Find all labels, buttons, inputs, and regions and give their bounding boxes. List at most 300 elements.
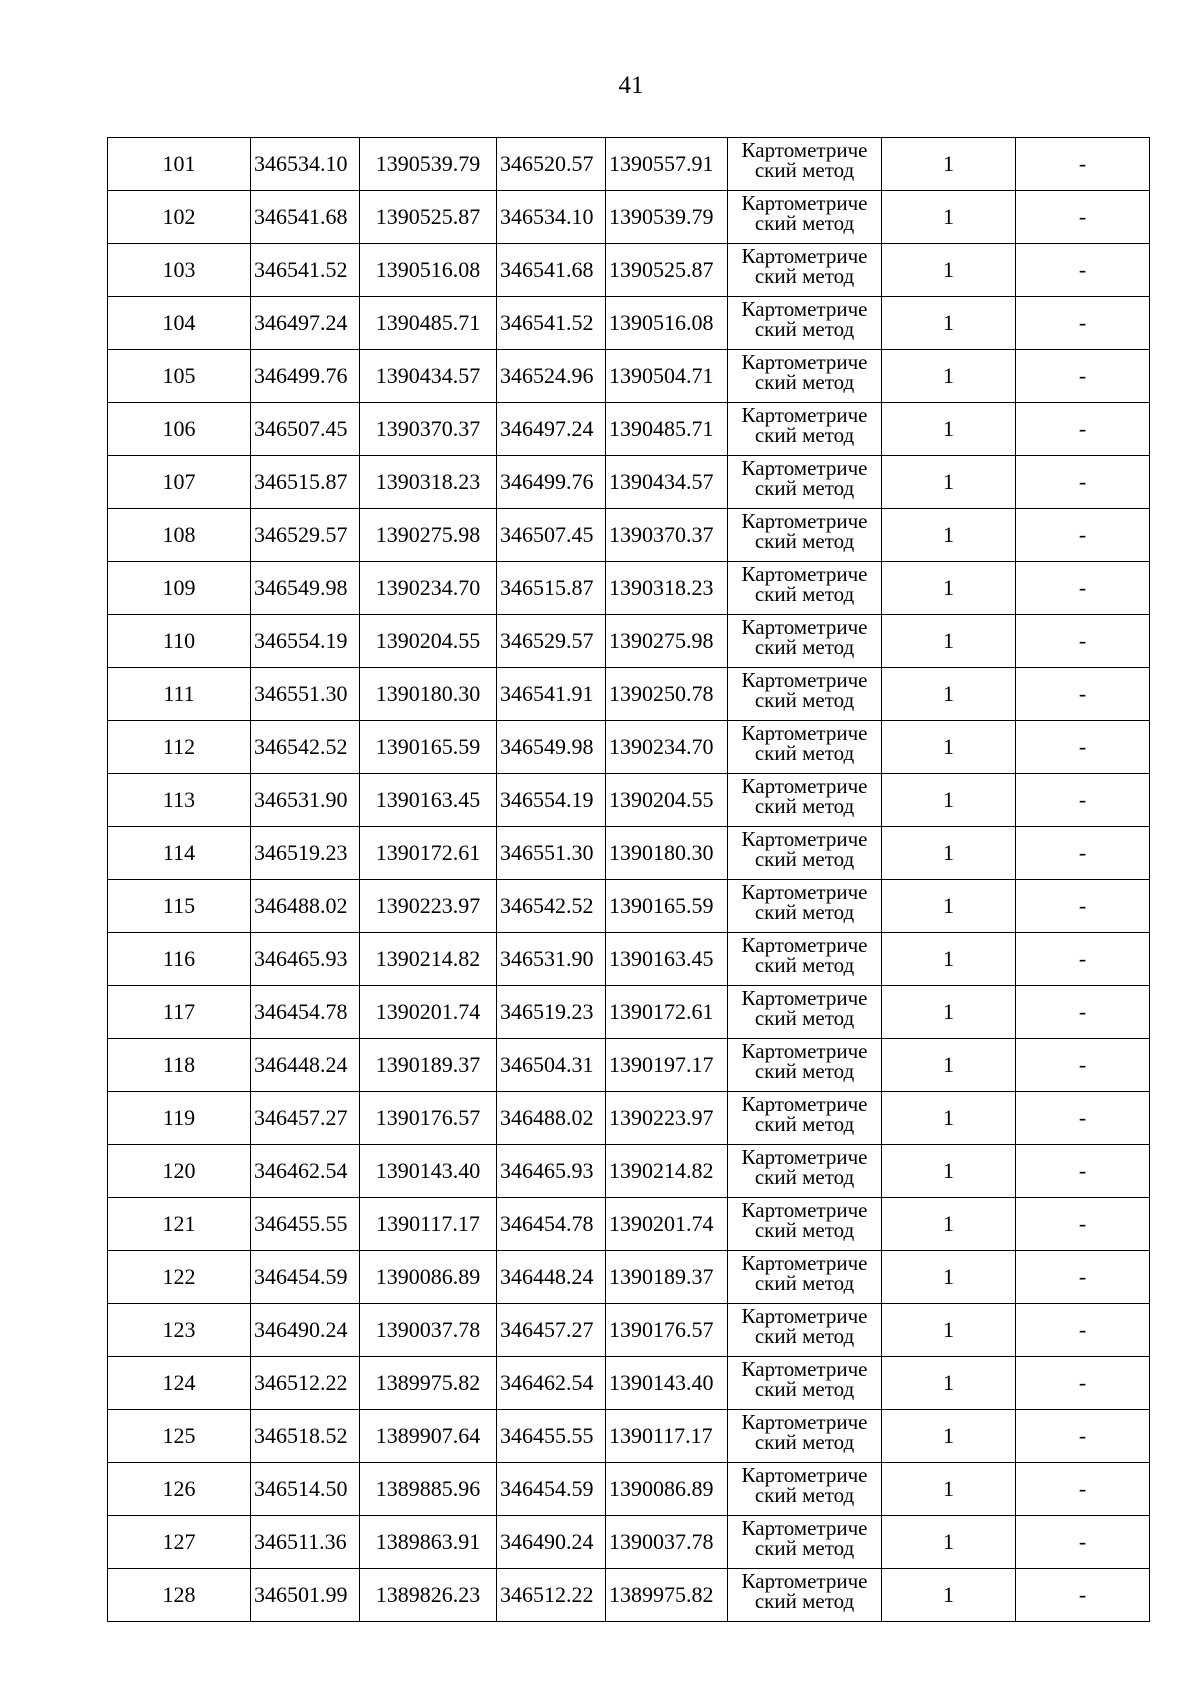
x-start-cell: 346488.02: [251, 880, 360, 933]
x-start-cell: 346507.45: [251, 403, 360, 456]
method-label-line1: Картометриче: [741, 615, 868, 639]
method-label-line1: Картометриче: [741, 933, 868, 957]
method-label-line1: Картометриче: [741, 986, 868, 1010]
x-start-cell: 346518.52: [251, 1410, 360, 1463]
method-label-line1: Картометриче: [741, 244, 868, 268]
table-row: [108, 1357, 1150, 1410]
y-end-cell: 1390223.97: [606, 1092, 728, 1145]
point-number-cell: 103: [108, 244, 251, 297]
note-cell: -: [1016, 509, 1150, 562]
x-end-cell: 346542.52: [497, 880, 606, 933]
x-start-cell: 346541.52: [251, 244, 360, 297]
table-row: [108, 1198, 1150, 1251]
x-end-cell: 346499.76: [497, 456, 606, 509]
x-end-cell: 346534.10: [497, 191, 606, 244]
method-cell: [728, 1198, 882, 1251]
point-number-cell: 107: [108, 456, 251, 509]
y-start-cell: 1389826.23: [360, 1569, 497, 1622]
point-number-cell: 127: [108, 1516, 251, 1569]
x-end-cell: 346549.98: [497, 721, 606, 774]
method-label-line2: ский метод: [754, 582, 855, 606]
accuracy-cell: 1: [882, 1092, 1016, 1145]
note-cell: -: [1016, 668, 1150, 721]
y-start-cell: 1390117.17: [360, 1198, 497, 1251]
table-row: [108, 244, 1150, 297]
table-row: [108, 721, 1150, 774]
point-number-cell: 123: [108, 1304, 251, 1357]
method-label-line2: ский метод: [754, 476, 855, 500]
accuracy-cell: 1: [882, 509, 1016, 562]
note-cell: -: [1016, 297, 1150, 350]
y-start-cell: 1390189.37: [360, 1039, 497, 1092]
x-end-cell: 346455.55: [497, 1410, 606, 1463]
method-label-line2: ский метод: [754, 529, 855, 553]
note-cell: -: [1016, 1145, 1150, 1198]
coordinates-table: [107, 137, 1150, 1622]
method-label-line2: ский метод: [754, 423, 855, 447]
y-end-cell: 1390434.57: [606, 456, 728, 509]
y-end-cell: 1390214.82: [606, 1145, 728, 1198]
method-cell: [728, 1251, 882, 1304]
method-cell: [728, 562, 882, 615]
table-row: [108, 774, 1150, 827]
y-start-cell: 1389885.96: [360, 1463, 497, 1516]
y-start-cell: 1390516.08: [360, 244, 497, 297]
y-start-cell: 1390539.79: [360, 138, 497, 191]
note-cell: -: [1016, 615, 1150, 668]
method-label-line2: ский метод: [754, 264, 855, 288]
x-start-cell: 346534.10: [251, 138, 360, 191]
x-start-cell: 346465.93: [251, 933, 360, 986]
x-end-cell: 346520.57: [497, 138, 606, 191]
x-end-cell: 346504.31: [497, 1039, 606, 1092]
method-label-line1: Картометриче: [741, 297, 868, 321]
point-number-cell: 106: [108, 403, 251, 456]
table-body: [108, 138, 1150, 1622]
method-label-line2: ский метод: [754, 317, 855, 341]
point-number-cell: 111: [108, 668, 251, 721]
x-end-cell: 346531.90: [497, 933, 606, 986]
note-cell: -: [1016, 1410, 1150, 1463]
x-start-cell: 346501.99: [251, 1569, 360, 1622]
x-start-cell: 346457.27: [251, 1092, 360, 1145]
method-label-line1: Картометриче: [741, 880, 868, 904]
method-label-line2: ский метод: [754, 1059, 855, 1083]
method-label-line1: Картометриче: [741, 1198, 868, 1222]
table-row: [108, 1569, 1150, 1622]
x-end-cell: 346554.19: [497, 774, 606, 827]
x-start-cell: 346542.52: [251, 721, 360, 774]
note-cell: -: [1016, 1092, 1150, 1145]
note-cell: -: [1016, 1516, 1150, 1569]
y-start-cell: 1390275.98: [360, 509, 497, 562]
accuracy-cell: 1: [882, 456, 1016, 509]
method-label-line1: Картометриче: [741, 138, 868, 162]
method-label-line1: Картометриче: [741, 456, 868, 480]
note-cell: -: [1016, 1198, 1150, 1251]
method-cell: [728, 1039, 882, 1092]
accuracy-cell: 1: [882, 986, 1016, 1039]
table-row: [108, 1092, 1150, 1145]
accuracy-cell: 1: [882, 774, 1016, 827]
table-row: [108, 297, 1150, 350]
point-number-cell: 113: [108, 774, 251, 827]
y-start-cell: 1389907.64: [360, 1410, 497, 1463]
method-label-line1: Картометриче: [741, 1410, 868, 1434]
point-number-cell: 114: [108, 827, 251, 880]
note-cell: -: [1016, 1251, 1150, 1304]
point-number-cell: 102: [108, 191, 251, 244]
accuracy-cell: 1: [882, 615, 1016, 668]
method-cell: [728, 827, 882, 880]
table-row: [108, 1145, 1150, 1198]
y-end-cell: 1390201.74: [606, 1198, 728, 1251]
method-cell: [728, 1092, 882, 1145]
x-end-cell: 346524.96: [497, 350, 606, 403]
y-start-cell: 1390204.55: [360, 615, 497, 668]
method-label-line2: ский метод: [754, 211, 855, 235]
accuracy-cell: 1: [882, 350, 1016, 403]
note-cell: -: [1016, 456, 1150, 509]
method-cell: [728, 191, 882, 244]
y-end-cell: 1390539.79: [606, 191, 728, 244]
y-end-cell: 1390143.40: [606, 1357, 728, 1410]
note-cell: -: [1016, 244, 1150, 297]
y-end-cell: 1390234.70: [606, 721, 728, 774]
point-number-cell: 124: [108, 1357, 251, 1410]
x-end-cell: 346465.93: [497, 1145, 606, 1198]
accuracy-cell: 1: [882, 880, 1016, 933]
method-cell: [728, 350, 882, 403]
method-label-line1: Картометриче: [741, 1251, 868, 1275]
method-label-line2: ский метод: [754, 1430, 855, 1454]
method-label-line1: Картометриче: [741, 827, 868, 851]
x-end-cell: 346457.27: [497, 1304, 606, 1357]
y-start-cell: 1390180.30: [360, 668, 497, 721]
table-row: [108, 1039, 1150, 1092]
table-row: [108, 615, 1150, 668]
x-start-cell: 346499.76: [251, 350, 360, 403]
x-end-cell: 346541.52: [497, 297, 606, 350]
x-start-cell: 346514.50: [251, 1463, 360, 1516]
method-cell: [728, 668, 882, 721]
accuracy-cell: 1: [882, 1410, 1016, 1463]
accuracy-cell: 1: [882, 1569, 1016, 1622]
note-cell: -: [1016, 774, 1150, 827]
point-number-cell: 122: [108, 1251, 251, 1304]
y-end-cell: 1390318.23: [606, 562, 728, 615]
x-start-cell: 346519.23: [251, 827, 360, 880]
x-end-cell: 346490.24: [497, 1516, 606, 1569]
method-label-line2: ский метод: [754, 370, 855, 394]
method-label-line1: Картометриче: [741, 1039, 868, 1063]
accuracy-cell: 1: [882, 244, 1016, 297]
point-number-cell: 121: [108, 1198, 251, 1251]
y-end-cell: 1390197.17: [606, 1039, 728, 1092]
x-start-cell: 346497.24: [251, 297, 360, 350]
x-end-cell: 346488.02: [497, 1092, 606, 1145]
table-row: [108, 191, 1150, 244]
y-start-cell: 1390163.45: [360, 774, 497, 827]
point-number-cell: 119: [108, 1092, 251, 1145]
note-cell: -: [1016, 1039, 1150, 1092]
table-row: [108, 986, 1150, 1039]
point-number-cell: 101: [108, 138, 251, 191]
note-cell: -: [1016, 191, 1150, 244]
x-end-cell: 346454.78: [497, 1198, 606, 1251]
method-cell: [728, 403, 882, 456]
method-cell: [728, 509, 882, 562]
point-number-cell: 109: [108, 562, 251, 615]
method-cell: [728, 986, 882, 1039]
table-row: [108, 668, 1150, 721]
note-cell: -: [1016, 138, 1150, 191]
x-end-cell: 346529.57: [497, 615, 606, 668]
table-row: [108, 1516, 1150, 1569]
x-start-cell: 346462.54: [251, 1145, 360, 1198]
table-row: [108, 350, 1150, 403]
y-end-cell: 1390037.78: [606, 1516, 728, 1569]
table-row: [108, 827, 1150, 880]
accuracy-cell: 1: [882, 1304, 1016, 1357]
method-label-line1: Картометриче: [741, 1516, 868, 1540]
table-row: [108, 1304, 1150, 1357]
accuracy-cell: 1: [882, 1145, 1016, 1198]
method-cell: [728, 1569, 882, 1622]
method-label-line2: ский метод: [754, 1536, 855, 1560]
accuracy-cell: 1: [882, 933, 1016, 986]
y-end-cell: 1390204.55: [606, 774, 728, 827]
accuracy-cell: 1: [882, 1463, 1016, 1516]
method-cell: [728, 774, 882, 827]
method-label-line2: ский метод: [754, 688, 855, 712]
accuracy-cell: 1: [882, 1516, 1016, 1569]
method-label-line1: Картометриче: [741, 191, 868, 215]
method-label-line2: ский метод: [754, 158, 855, 182]
method-label-line1: Картометриче: [741, 1569, 868, 1593]
y-start-cell: 1390214.82: [360, 933, 497, 986]
accuracy-cell: 1: [882, 138, 1016, 191]
x-start-cell: 346554.19: [251, 615, 360, 668]
page-number: 41: [618, 72, 644, 99]
method-label-line2: ский метод: [754, 1006, 855, 1030]
method-cell: [728, 1304, 882, 1357]
point-number-cell: 112: [108, 721, 251, 774]
y-end-cell: 1390176.57: [606, 1304, 728, 1357]
method-cell: [728, 297, 882, 350]
x-end-cell: 346462.54: [497, 1357, 606, 1410]
y-start-cell: 1390037.78: [360, 1304, 497, 1357]
x-end-cell: 346515.87: [497, 562, 606, 615]
y-start-cell: 1390223.97: [360, 880, 497, 933]
table-row: [108, 403, 1150, 456]
method-label-line1: Картометриче: [741, 350, 868, 374]
method-label-line2: ский метод: [754, 635, 855, 659]
x-start-cell: 346511.36: [251, 1516, 360, 1569]
point-number-cell: 115: [108, 880, 251, 933]
x-start-cell: 346455.55: [251, 1198, 360, 1251]
x-start-cell: 346541.68: [251, 191, 360, 244]
table-row: [108, 138, 1150, 191]
accuracy-cell: 1: [882, 827, 1016, 880]
x-start-cell: 346529.57: [251, 509, 360, 562]
accuracy-cell: 1: [882, 1357, 1016, 1410]
point-number-cell: 110: [108, 615, 251, 668]
x-end-cell: 346454.59: [497, 1463, 606, 1516]
accuracy-cell: 1: [882, 403, 1016, 456]
y-end-cell: 1390117.17: [606, 1410, 728, 1463]
method-label-line1: Картометриче: [741, 1357, 868, 1381]
method-label-line2: ский метод: [754, 1271, 855, 1295]
point-number-cell: 116: [108, 933, 251, 986]
table-row: [108, 456, 1150, 509]
y-start-cell: 1390525.87: [360, 191, 497, 244]
point-number-cell: 108: [108, 509, 251, 562]
x-end-cell: 346551.30: [497, 827, 606, 880]
y-end-cell: 1390370.37: [606, 509, 728, 562]
y-end-cell: 1390163.45: [606, 933, 728, 986]
method-label-line2: ский метод: [754, 847, 855, 871]
y-end-cell: 1390525.87: [606, 244, 728, 297]
accuracy-cell: 1: [882, 562, 1016, 615]
point-number-cell: 104: [108, 297, 251, 350]
table-row: [108, 933, 1150, 986]
y-end-cell: 1390189.37: [606, 1251, 728, 1304]
point-number-cell: 126: [108, 1463, 251, 1516]
method-cell: [728, 1145, 882, 1198]
y-start-cell: 1390234.70: [360, 562, 497, 615]
y-end-cell: 1390250.78: [606, 668, 728, 721]
method-cell: [728, 615, 882, 668]
accuracy-cell: 1: [882, 1039, 1016, 1092]
point-number-cell: 117: [108, 986, 251, 1039]
x-end-cell: 346541.91: [497, 668, 606, 721]
y-end-cell: 1390504.71: [606, 350, 728, 403]
x-start-cell: 346454.59: [251, 1251, 360, 1304]
y-start-cell: 1390176.57: [360, 1092, 497, 1145]
method-cell: [728, 244, 882, 297]
note-cell: -: [1016, 1569, 1150, 1622]
method-cell: [728, 880, 882, 933]
method-cell: [728, 1357, 882, 1410]
x-start-cell: 346549.98: [251, 562, 360, 615]
method-label-line1: Картометриче: [741, 403, 868, 427]
y-end-cell: 1390516.08: [606, 297, 728, 350]
x-end-cell: 346541.68: [497, 244, 606, 297]
method-label-line1: Картометриче: [741, 1092, 868, 1116]
y-start-cell: 1390172.61: [360, 827, 497, 880]
y-start-cell: 1390086.89: [360, 1251, 497, 1304]
y-start-cell: 1390318.23: [360, 456, 497, 509]
point-number-cell: 125: [108, 1410, 251, 1463]
x-start-cell: 346531.90: [251, 774, 360, 827]
method-cell: [728, 933, 882, 986]
table-row: [108, 880, 1150, 933]
method-label-line2: ский метод: [754, 1165, 855, 1189]
note-cell: -: [1016, 880, 1150, 933]
y-end-cell: 1389975.82: [606, 1569, 728, 1622]
method-label-line1: Картометриче: [741, 1304, 868, 1328]
note-cell: -: [1016, 933, 1150, 986]
note-cell: -: [1016, 986, 1150, 1039]
table-row: [108, 1410, 1150, 1463]
note-cell: -: [1016, 1357, 1150, 1410]
x-start-cell: 346490.24: [251, 1304, 360, 1357]
table-row: [108, 509, 1150, 562]
note-cell: -: [1016, 721, 1150, 774]
method-label-line2: ский метод: [754, 1218, 855, 1242]
x-end-cell: 346512.22: [497, 1569, 606, 1622]
note-cell: -: [1016, 562, 1150, 615]
y-end-cell: 1390275.98: [606, 615, 728, 668]
method-label-line2: ский метод: [754, 1377, 855, 1401]
y-start-cell: 1390165.59: [360, 721, 497, 774]
method-label-line1: Картометриче: [741, 774, 868, 798]
method-label-line2: ский метод: [754, 900, 855, 924]
x-start-cell: 346454.78: [251, 986, 360, 1039]
x-start-cell: 346448.24: [251, 1039, 360, 1092]
accuracy-cell: 1: [882, 191, 1016, 244]
method-label-line2: ский метод: [754, 1589, 855, 1613]
note-cell: -: [1016, 1304, 1150, 1357]
accuracy-cell: 1: [882, 668, 1016, 721]
table-row: [108, 1463, 1150, 1516]
note-cell: -: [1016, 403, 1150, 456]
y-start-cell: 1389975.82: [360, 1357, 497, 1410]
y-end-cell: 1390180.30: [606, 827, 728, 880]
x-end-cell: 346448.24: [497, 1251, 606, 1304]
accuracy-cell: 1: [882, 297, 1016, 350]
method-label-line1: Картометриче: [741, 1463, 868, 1487]
point-number-cell: 105: [108, 350, 251, 403]
method-cell: [728, 721, 882, 774]
y-start-cell: 1390201.74: [360, 986, 497, 1039]
y-start-cell: 1390370.37: [360, 403, 497, 456]
x-end-cell: 346507.45: [497, 509, 606, 562]
y-start-cell: 1390485.71: [360, 297, 497, 350]
point-number-cell: 128: [108, 1569, 251, 1622]
method-label-line2: ский метод: [754, 1112, 855, 1136]
method-label-line1: Картометриче: [741, 721, 868, 745]
method-cell: [728, 138, 882, 191]
method-label-line1: Картометриче: [741, 1145, 868, 1169]
y-end-cell: 1390086.89: [606, 1463, 728, 1516]
note-cell: -: [1016, 827, 1150, 880]
y-end-cell: 1390557.91: [606, 138, 728, 191]
y-start-cell: 1390434.57: [360, 350, 497, 403]
method-label-line2: ский метод: [754, 953, 855, 977]
method-label-line2: ский метод: [754, 794, 855, 818]
method-cell: [728, 456, 882, 509]
table-row: [108, 562, 1150, 615]
method-label-line2: ский метод: [754, 741, 855, 765]
accuracy-cell: 1: [882, 1198, 1016, 1251]
method-label-line2: ский метод: [754, 1483, 855, 1507]
accuracy-cell: 1: [882, 1251, 1016, 1304]
y-end-cell: 1390172.61: [606, 986, 728, 1039]
method-label-line1: Картометриче: [741, 562, 868, 586]
method-cell: [728, 1516, 882, 1569]
method-cell: [728, 1463, 882, 1516]
note-cell: -: [1016, 350, 1150, 403]
point-number-cell: 120: [108, 1145, 251, 1198]
point-number-cell: 118: [108, 1039, 251, 1092]
x-start-cell: 346551.30: [251, 668, 360, 721]
x-end-cell: 346497.24: [497, 403, 606, 456]
method-label-line1: Картометриче: [741, 509, 868, 533]
y-end-cell: 1390165.59: [606, 880, 728, 933]
y-start-cell: 1390143.40: [360, 1145, 497, 1198]
